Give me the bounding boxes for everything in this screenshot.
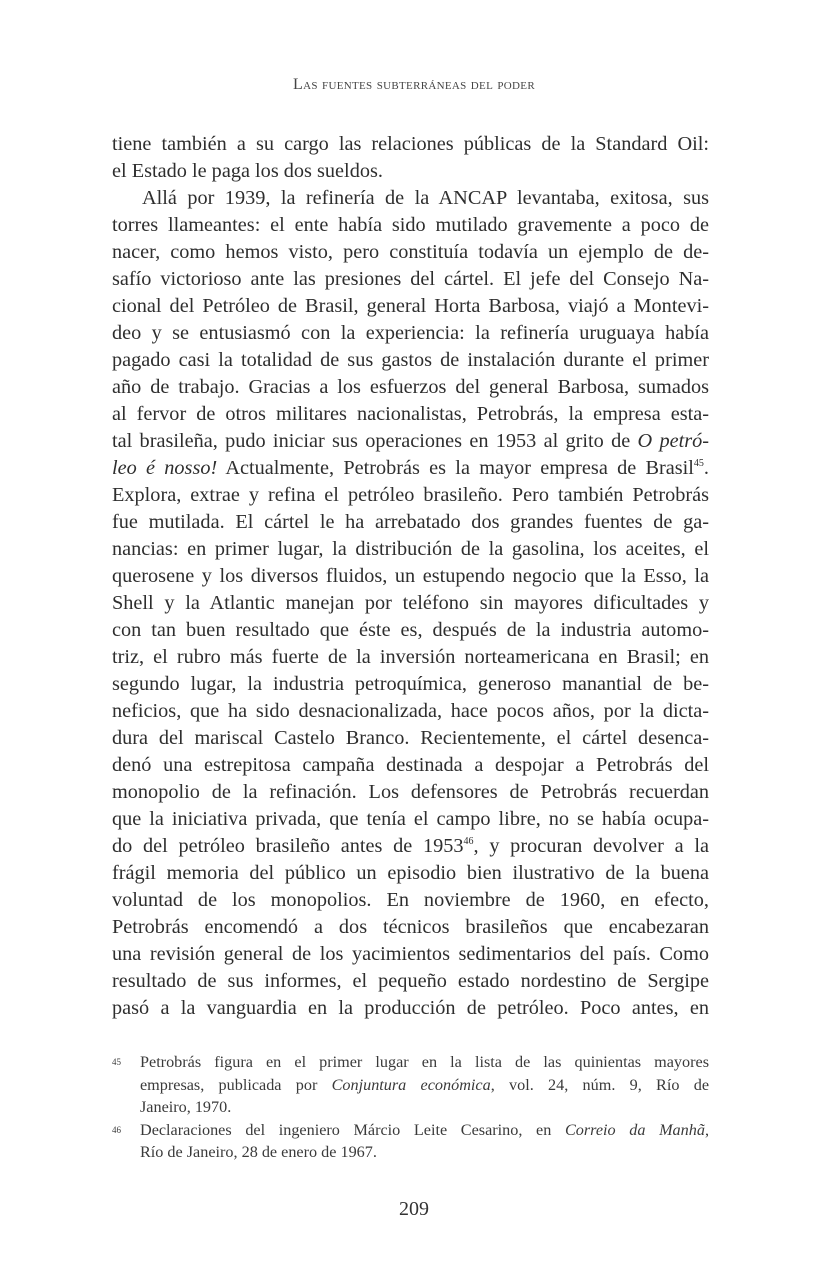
- text-segment: denó una estrepitosa campaña destinada a despojar a Petrobrás del: [112, 754, 709, 776]
- text-segment: ,: [704, 1120, 709, 1139]
- text-segment: querosene y los diversos fluidos, un estupendo negocio que la Esso, la: [112, 565, 709, 587]
- text-line: [112, 887, 709, 914]
- footnote-number: 46: [112, 1124, 121, 1135]
- text-segment: segundo lugar, la industria petroquímica, generoso manantial de be-: [112, 673, 709, 695]
- text-segment: pasó a la vanguardia en la producción de petróleo. Poco antes, en: [112, 997, 709, 1019]
- text-line: [112, 590, 709, 617]
- text-segment: fue mutilada. El cártel le ha arrebatado dos grandes fuentes de ga-: [112, 511, 709, 533]
- page-number: 209: [399, 1198, 429, 1220]
- text-line: [112, 401, 709, 428]
- text-line: [112, 752, 709, 779]
- text-line: [112, 320, 709, 347]
- text-line: [140, 1096, 709, 1119]
- italic-text: Correio da Manhã: [564, 1120, 705, 1139]
- text-segment: resultado de sus informes, el pequeño estado nordestino de Sergipe: [112, 970, 709, 992]
- text-segment: empresas, publicada por: [140, 1075, 332, 1094]
- footnotes: [112, 1051, 709, 1164]
- text-line: [112, 455, 709, 482]
- body-text: [112, 131, 709, 1022]
- text-segment: Río de Janeiro, 28 de enero de 1967.: [140, 1143, 377, 1161]
- text-line: [112, 698, 709, 725]
- text-segment: nancias: en primer lugar, la distribución de la gasolina, los aceites, el: [112, 538, 709, 560]
- text-segment: dura del mariscal Castelo Branco. Recientemente, el cártel desenca-: [112, 727, 709, 749]
- text-line: [112, 509, 709, 536]
- text-segment: neficios, que ha sido desnacionalizada, hace pocos años, por la dicta-: [112, 700, 709, 722]
- italic-text: Conjuntura económica: [331, 1075, 491, 1094]
- text-segment: safío victorioso ante las presiones del cártel. El jefe del Consejo Na-: [112, 268, 709, 290]
- text-line: [112, 239, 709, 266]
- text-segment: Petrobrás encomendó a dos técnicos brasileños que encabezaran: [112, 916, 709, 938]
- text-line: [112, 779, 709, 806]
- text-segment: Petrobrás figura en el primer lugar en la lista de las quinientas mayores: [140, 1053, 709, 1071]
- footnote-reference: 46: [463, 836, 474, 847]
- text-line: [112, 968, 709, 995]
- text-line: [112, 563, 709, 590]
- text-line: [112, 482, 709, 509]
- text-line: [140, 1141, 709, 1164]
- text-line: [112, 914, 709, 941]
- text-line: [112, 941, 709, 968]
- text-segment: torres llameantes: el ente había sido mutilado gravemente a poco de: [112, 214, 709, 236]
- text-segment: Explora, extrae y refina el petróleo brasileño. Pero también Petrobrás: [112, 484, 709, 506]
- text-segment: .: [703, 457, 709, 479]
- text-line: [112, 428, 709, 455]
- text-segment: nacer, como hemos visto, pero constituía todavía un ejemplo de de-: [112, 241, 709, 263]
- text-line: [140, 1074, 709, 1097]
- text-line: [112, 617, 709, 644]
- text-segment: voluntad de los monopolios. En noviembre de 1960, en efecto,: [112, 889, 709, 911]
- text-segment: triz, el rubro más fuerte de la inversión norteamericana en Brasil; en: [112, 646, 709, 668]
- text-line: [112, 725, 709, 752]
- text-segment: , vol. 24, núm. 9, Río de: [490, 1075, 710, 1094]
- text-line: [112, 374, 709, 401]
- text-line: [112, 995, 709, 1022]
- footnote-reference: 45: [693, 458, 704, 469]
- text-segment: Janeiro, 1970.: [140, 1098, 232, 1116]
- text-segment: monopolio de la refinación. Los defensores de Petrobrás recuerdan: [112, 781, 709, 803]
- text-segment: frágil memoria del público un episodio bien ilustrativo de la buena: [112, 862, 709, 884]
- text-segment: tiene también a su cargo las relaciones públicas de la Standard Oil:: [112, 133, 709, 155]
- text-line: [112, 833, 709, 860]
- text-segment: pagado casi la totalidad de sus gastos de instalación durante el primer: [112, 349, 709, 371]
- text-segment: una revisión general de los yacimientos sedimentarios del país. Como: [112, 943, 709, 965]
- text-line: [112, 860, 709, 887]
- text-line: [112, 671, 709, 698]
- text-line: [112, 185, 709, 212]
- text-line: [112, 644, 709, 671]
- text-segment: Actualmente, Petrobrás es la mayor empresa de Brasil: [217, 457, 694, 479]
- text-segment: , y procuran devolver a la: [473, 835, 709, 857]
- italic-text: O petró-: [637, 430, 710, 452]
- text-segment: Allá por 1939, la refinería de la ANCAP levantaba, exitosa, sus: [142, 187, 709, 209]
- text-segment: tal brasileña, pudo iniciar sus operaciones en 1953 al grito de: [112, 430, 638, 452]
- footnote: [112, 1051, 709, 1119]
- text-line: [112, 266, 709, 293]
- text-segment: deo y se entusiasmó con la experiencia: la refinería uruguaya había: [112, 322, 709, 344]
- text-line: [140, 1051, 709, 1074]
- text-line: [112, 293, 709, 320]
- footnote: [112, 1119, 709, 1164]
- text-segment: Shell y la Atlantic manejan por teléfono sin mayores dificultades y: [112, 592, 709, 614]
- text-segment: año de trabajo. Gracias a los esfuerzos del general Barbosa, sumados: [112, 376, 709, 398]
- text-segment: que la iniciativa privada, que tenía el campo libre, no se había ocupa-: [112, 808, 709, 830]
- text-line: [112, 131, 709, 158]
- running-head: Las fuentes subterráneas del poder: [293, 76, 535, 93]
- text-segment: Declaraciones del ingeniero Márcio Leite Cesarino, en: [140, 1120, 565, 1139]
- text-segment: do del petróleo brasileño antes de 1953: [112, 835, 464, 857]
- text-segment: cional del Petróleo de Brasil, general Horta Barbosa, viajó a Montevi-: [112, 295, 709, 317]
- text-line: [140, 1119, 709, 1142]
- text-line: [112, 347, 709, 374]
- text-segment: al fervor de otros militares nacionalistas, Petrobrás, la empresa esta-: [112, 403, 709, 425]
- text-segment: el Estado le paga los dos sueldos.: [112, 160, 383, 182]
- italic-text: leo é nosso!: [112, 457, 218, 479]
- text-segment: con tan buen resultado que éste es, después de la industria automo-: [112, 619, 709, 641]
- text-line: [112, 536, 709, 563]
- footnote-number: 45: [112, 1057, 121, 1067]
- text-line: [112, 212, 709, 239]
- text-line: [112, 158, 709, 185]
- text-line: [112, 806, 709, 833]
